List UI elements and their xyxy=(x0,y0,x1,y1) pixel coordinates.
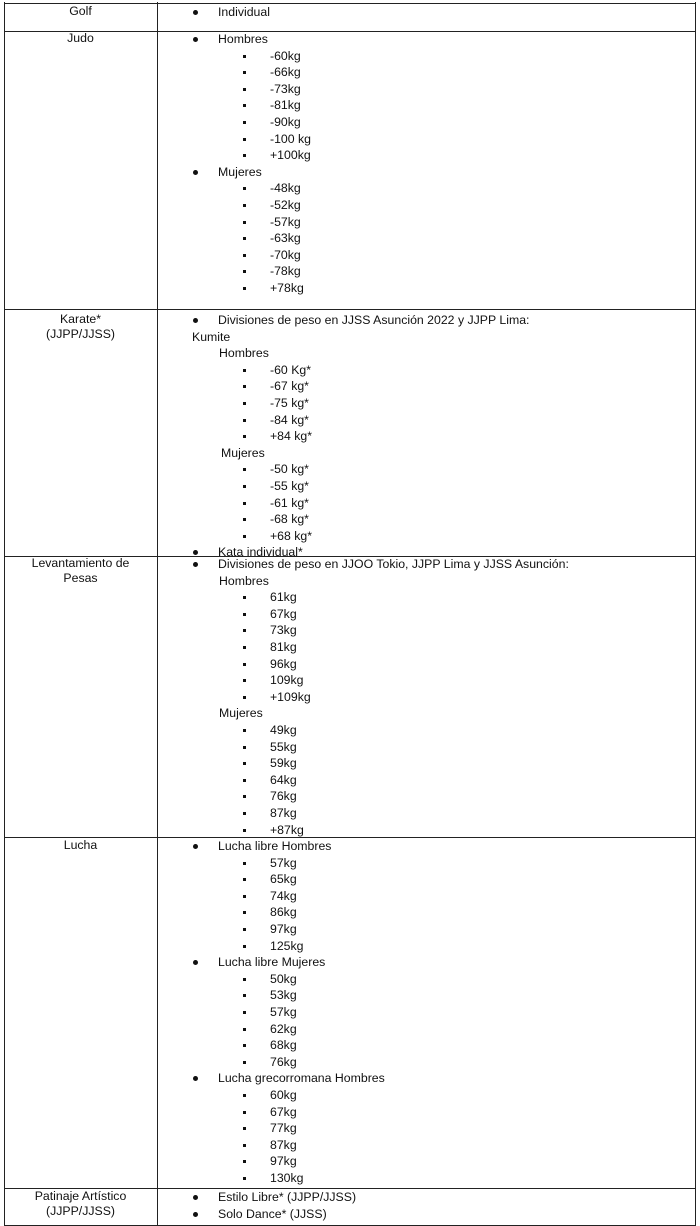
weight-class-item: -70kg xyxy=(270,247,301,262)
bullet-square-icon xyxy=(243,696,246,699)
bullet-square-icon xyxy=(243,1028,246,1031)
weight-class-item: -60kg xyxy=(270,48,301,63)
bullet-square-icon xyxy=(243,419,246,422)
weight-class-item: 59kg xyxy=(270,756,297,771)
weight-class-item: -48kg xyxy=(270,181,301,196)
category-heading: Mujeres xyxy=(219,706,263,721)
sport-name-line: Karate* xyxy=(59,312,102,326)
category-item: Individual xyxy=(218,5,270,19)
bullet-dot-icon xyxy=(193,1195,198,1200)
sport-name-line: Pesas xyxy=(63,571,98,585)
bullet-square-icon xyxy=(243,679,246,682)
sport-name-cell xyxy=(6,1189,155,1219)
bullet-square-icon xyxy=(243,878,246,881)
bullet-square-icon xyxy=(243,1044,246,1047)
bullet-square-icon xyxy=(243,55,246,58)
bullet-dot-icon xyxy=(193,318,198,323)
weight-class-item: -67 kg* xyxy=(270,379,309,394)
weight-class-item: -75 kg* xyxy=(270,396,309,410)
weight-class-item: 130kg xyxy=(270,1171,304,1185)
sport-name-line: Judo xyxy=(67,31,94,45)
sport-name-line: Lucha xyxy=(63,838,98,852)
weight-class-item: 76kg xyxy=(270,1054,297,1069)
weight-class-item: -57kg xyxy=(270,214,301,229)
weight-class-item: +84 kg* xyxy=(270,429,313,444)
category-item: Divisiones de peso en JJOO Tokio, JJPP Lima y JJSS Asunción: xyxy=(218,557,569,571)
bullet-square-icon xyxy=(243,204,246,207)
weight-class-item: -73kg xyxy=(270,81,301,96)
sport-name-cell xyxy=(6,838,155,853)
bullet-square-icon xyxy=(243,287,246,290)
weight-class-item: 57kg xyxy=(270,1005,297,1019)
bullet-square-icon xyxy=(243,385,246,388)
category-heading: Hombres xyxy=(219,573,269,588)
bullet-square-icon xyxy=(243,254,246,257)
sport-name-line: (JJPP/JJSS) xyxy=(45,327,115,341)
bullet-square-icon xyxy=(243,895,246,898)
bullet-square-icon xyxy=(243,138,246,141)
bullet-dot-icon xyxy=(193,1076,198,1081)
weight-class-item: 77kg xyxy=(270,1121,297,1136)
table-column-divider xyxy=(695,2,696,1225)
category-item: Solo Dance* (JJSS) xyxy=(218,1206,327,1221)
weight-class-item: +68 kg* xyxy=(270,528,313,543)
sport-name-cell xyxy=(6,4,155,19)
weight-class-item: -63kg xyxy=(270,231,301,246)
bullet-square-icon xyxy=(243,502,246,505)
bullet-square-icon xyxy=(243,829,246,832)
bullet-square-icon xyxy=(243,613,246,616)
table-column-divider xyxy=(4,2,5,1225)
bullet-square-icon xyxy=(243,862,246,865)
weight-class-item: 97kg xyxy=(270,1154,297,1169)
table-column-divider xyxy=(157,2,158,1225)
bullet-square-icon xyxy=(243,187,246,190)
bullet-square-icon xyxy=(243,663,246,666)
bullet-dot-icon xyxy=(193,844,198,849)
bullet-square-icon xyxy=(243,71,246,74)
weight-class-item: +87kg xyxy=(270,822,304,837)
weight-class-item: 73kg xyxy=(270,623,297,638)
weight-class-item: -84 kg* xyxy=(270,412,309,427)
weight-class-item: 74kg xyxy=(270,888,297,903)
sport-name-cell xyxy=(6,312,155,342)
sport-name-line: (JJPP/JJSS) xyxy=(45,1204,115,1218)
weight-class-item: 61kg xyxy=(270,590,297,605)
bullet-square-icon xyxy=(243,369,246,372)
weight-class-item: -90kg xyxy=(270,115,301,129)
bullet-square-icon xyxy=(243,1144,246,1147)
weight-class-item: +78kg xyxy=(270,281,304,295)
sport-name-cell xyxy=(6,31,155,46)
bullet-dot-icon xyxy=(193,562,198,567)
weight-class-item: 67kg xyxy=(270,1104,297,1119)
category-heading: Kumite xyxy=(192,329,231,344)
bullet-square-icon xyxy=(243,1111,246,1114)
bullet-square-icon xyxy=(243,1160,246,1163)
bullet-square-icon xyxy=(243,468,246,471)
category-heading: Hombres xyxy=(219,346,269,361)
bullet-dot-icon xyxy=(193,10,198,15)
weight-class-item: 60kg xyxy=(270,1088,297,1102)
weight-class-item: 86kg xyxy=(270,905,297,920)
bullet-square-icon xyxy=(243,1061,246,1064)
weight-class-item: 109kg xyxy=(270,673,304,688)
bullet-square-icon xyxy=(243,402,246,405)
bullet-square-icon xyxy=(243,535,246,538)
category-item: Estilo Libre* (JJPP/JJSS) xyxy=(218,1190,357,1204)
bullet-square-icon xyxy=(243,795,246,798)
bullet-square-icon xyxy=(243,518,246,521)
weight-class-item: 67kg xyxy=(270,606,297,621)
bullet-square-icon xyxy=(243,596,246,599)
bullet-dot-icon xyxy=(193,37,198,42)
bullet-square-icon xyxy=(243,221,246,224)
weight-class-item: -60 Kg* xyxy=(270,362,312,377)
bullet-square-icon xyxy=(243,1177,246,1180)
category-item: Lucha grecorromana Hombres xyxy=(218,1071,385,1086)
bullet-square-icon xyxy=(243,911,246,914)
weight-class-item: -52kg xyxy=(270,198,301,212)
category-item: Divisiones de peso en JJSS Asunción 2022 y JJPP Lima: xyxy=(218,313,530,327)
bullet-dot-icon xyxy=(193,960,198,965)
bullet-square-icon xyxy=(243,435,246,438)
weight-class-item: 87kg xyxy=(270,1137,297,1152)
weight-class-item: -50 kg* xyxy=(270,462,309,477)
category-item: Mujeres xyxy=(218,164,262,179)
weight-class-item: +100kg xyxy=(270,148,311,163)
weight-class-item: 76kg xyxy=(270,789,297,804)
category-item: Lucha libre Mujeres xyxy=(218,955,326,970)
weight-class-item: 96kg xyxy=(270,656,297,671)
weight-class-item: +109kg xyxy=(270,689,311,704)
weight-class-item: 62kg xyxy=(270,1021,297,1036)
bullet-square-icon xyxy=(243,812,246,815)
weight-class-item: 64kg xyxy=(270,772,297,787)
weight-class-item: 53kg xyxy=(270,988,297,1003)
bullet-square-icon xyxy=(243,629,246,632)
weight-class-item: 55kg xyxy=(270,739,297,754)
weight-class-item: -78kg xyxy=(270,264,301,279)
weight-class-item: -55 kg* xyxy=(270,479,309,493)
weight-class-item: 68kg xyxy=(270,1038,297,1053)
weight-class-item: -68 kg* xyxy=(270,512,309,527)
bullet-square-icon xyxy=(243,928,246,931)
bullet-square-icon xyxy=(243,945,246,948)
category-item: Kata individual* xyxy=(218,545,303,560)
bullet-square-icon xyxy=(243,729,246,732)
sport-name-line: Patinaje Artístico xyxy=(34,1189,127,1203)
bullet-square-icon xyxy=(243,237,246,240)
weight-class-item: 87kg xyxy=(270,806,297,820)
bullet-square-icon xyxy=(243,779,246,782)
table-row-divider xyxy=(4,309,696,310)
category-item: Lucha libre Hombres xyxy=(218,839,332,853)
weight-class-item: 81kg xyxy=(270,640,297,654)
bullet-dot-icon xyxy=(193,1212,198,1217)
bullet-square-icon xyxy=(243,1094,246,1097)
bullet-square-icon xyxy=(243,978,246,981)
bullet-square-icon xyxy=(243,485,246,488)
sport-name-line: Golf xyxy=(69,4,92,18)
bullet-square-icon xyxy=(243,1127,246,1130)
bullet-square-icon xyxy=(243,1011,246,1014)
bullet-square-icon xyxy=(243,746,246,749)
weight-class-item: -100 kg xyxy=(270,131,312,146)
weight-class-item: 49kg xyxy=(270,723,297,737)
bullet-dot-icon xyxy=(193,170,198,175)
weight-class-item: -66kg xyxy=(270,65,301,80)
bullet-square-icon xyxy=(243,270,246,273)
bullet-square-icon xyxy=(243,994,246,997)
sport-name-cell xyxy=(6,556,155,586)
bullet-square-icon xyxy=(243,121,246,124)
weight-class-item: -81kg xyxy=(270,98,301,113)
category-item: Hombres xyxy=(218,32,268,46)
bullet-square-icon xyxy=(243,762,246,765)
category-heading: Mujeres xyxy=(221,445,265,460)
weight-class-item: 65kg xyxy=(270,872,297,887)
weight-class-item: 97kg xyxy=(270,922,297,936)
bullet-square-icon xyxy=(243,646,246,649)
bullet-square-icon xyxy=(243,154,246,157)
weight-class-item: -61 kg* xyxy=(270,495,309,510)
bullet-square-icon xyxy=(243,104,246,107)
weight-class-item: 57kg xyxy=(270,855,297,870)
sport-name-line: Levantamiento de xyxy=(31,556,130,570)
bullet-square-icon xyxy=(243,88,246,91)
weight-class-item: 125kg xyxy=(270,938,304,953)
weight-class-item: 50kg xyxy=(270,971,297,986)
bullet-dot-icon xyxy=(193,550,198,555)
